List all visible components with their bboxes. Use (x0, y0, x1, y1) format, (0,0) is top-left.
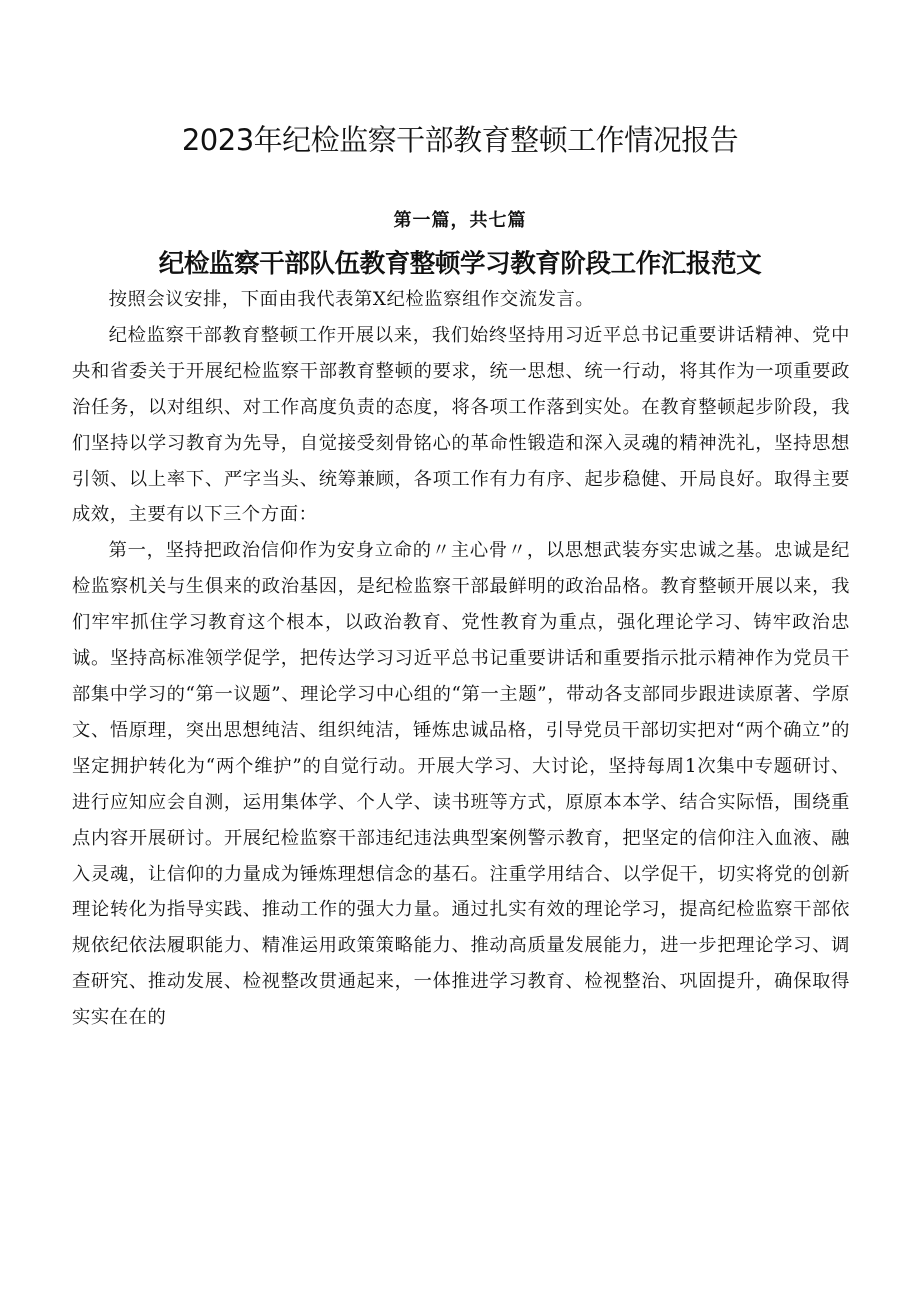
article-body (72, 282, 850, 1036)
article-subtitle: 纪检监察干部队伍教育整顿学习教育阶段工作汇报范文 (158, 249, 762, 279)
paragraph-first-point: 第一，坚持把政治信仰作为安身立命的〃主心骨〃，以思想武装夯实忠诚之基。忠诚是纪检监察机关与生俱来的政治基因，是纪检监察干部最鲜明的政治品格。教育整顿开展以来，我们牢牢抓住学习教育这个根本，以政治教育、党性教育为重点，强化理论学习、铸牢政治忠诚。坚持高标准领学促学，把传达学习习近平总书记重要讲话和重要指示批示精神作为党员干部集中学习的“第一议题”、理论学习中心组的“第一主题”，带动各支部同步跟进读原著、学原文、悟原理，突出思想纯洁、组织纯洁，锤炼忠诚品格，引导党员干部切实把对“两个确立”的坚定拥护转化为“两个维护”的自觉行动。开展大学习、大讨论，坚持每周1次集中专题研讨、进行应知应会自测，运用集体学、个人学、读书班等方式，原原本本学、结合实际悟，围绕重点内容开展研讨。开展纪检监察干部违纪违法典型案例警示教育，把坚定的信仰注入血液、融入灵魂，让信仰的力量成为锤炼理想信念的基石。注重学用结合、以学促干，切实将党的创新理论转化为指导实践、推动工作的强大力量。通过扎实有效的理论学习，提高纪检监察干部依规依纪依法履职能力、精准运用政策策略能力、推动高质量发展能力，进一步把理论学习、调查研究、推动发展、检视整改贯通起来，一体推进学习教育、检视整治、巩固提升，确保取得实实在在的 (72, 540, 850, 1029)
paragraph-overview: 纪检监察干部教育整顿工作开展以来，我们始终坚持用习近平总书记重要讲话精神、党中央和省委关于开展纪检监察干部教育整顿的要求，统一思想、统一行动，将其作为一项重要政治任务，以对组织、对工作高度负责的态度，将各项工作落到实处。在教育整顿起步阶段，我们坚持以学习教育为先导，自觉接受刻骨铭心的革命性锻造和深入灵魂的精神洗礼，坚持思想引领、以上率下、严字当头、统筹兼顾，各项工作有力有序、起步稳健、开局良好。取得主要成效，主要有以下三个方面： (72, 324, 850, 526)
part-label: 第一篇，共七篇 (393, 210, 527, 231)
document-title: 2023年纪检监察干部教育整顿工作情况报告 (181, 123, 739, 157)
paragraph-intro: 按照会议安排，下面由我代表第X纪检监察组作交流发言。 (108, 289, 595, 310)
